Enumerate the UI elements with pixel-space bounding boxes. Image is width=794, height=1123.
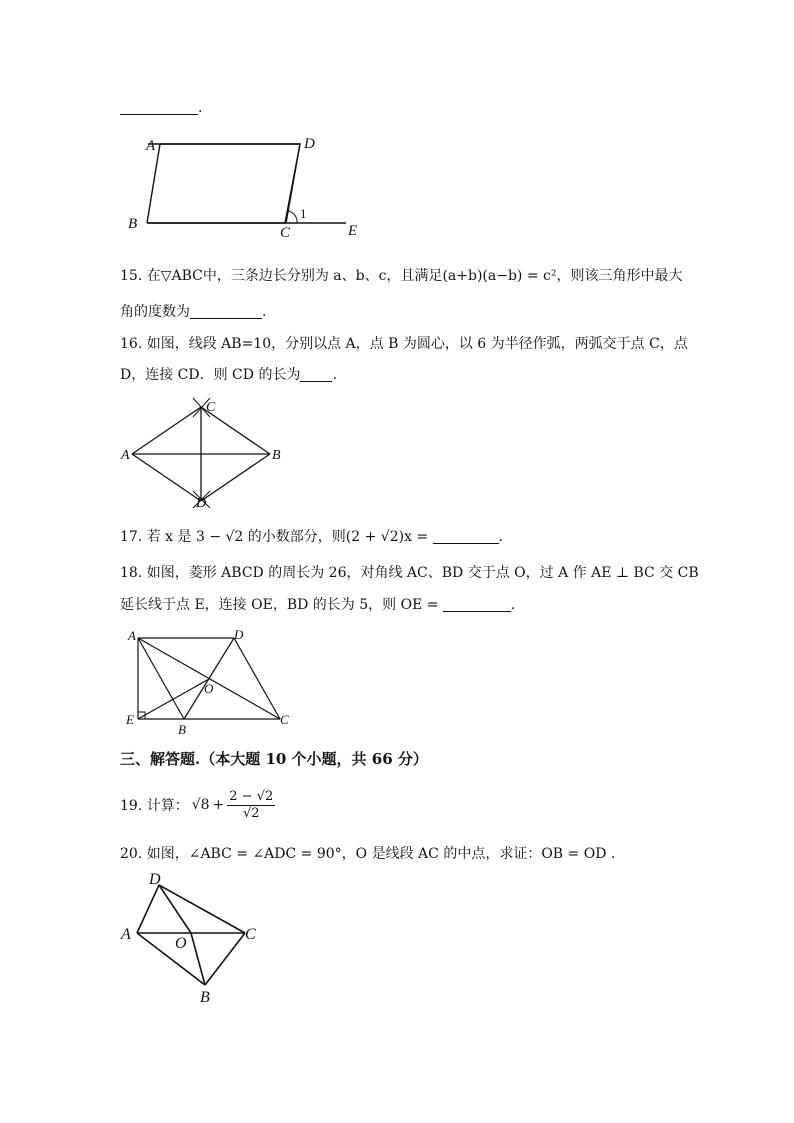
segment-OB xyxy=(191,933,205,985)
label-angle-1: 1 xyxy=(300,206,307,221)
q19-line: 19. 计算： √8 + $\frac{2 - √2}{√2}$ xyxy=(120,788,274,821)
label-C: C xyxy=(245,926,256,943)
answer-blank[interactable] xyxy=(433,529,499,544)
label-O: O xyxy=(204,681,214,696)
segment-AB xyxy=(137,933,205,985)
segment-AD xyxy=(137,885,159,933)
q14-answer-line: . xyxy=(120,100,202,116)
answer-blank[interactable] xyxy=(443,597,511,612)
q16-line1: 16. 如图，线段 AB=10，分别以点 A，点 B 为圆心，以 6 为半径作弧，两弧交于点 C，点 xyxy=(120,336,688,352)
parallelogram-outline xyxy=(148,144,300,223)
q15-line1: 15. 在▽ABC中，三条边长分别为 a、b、c，且满足(a+b)(a−b) = c²，则该三角形中最大 xyxy=(120,268,683,284)
segment-AC xyxy=(132,407,201,454)
q20-line: 20. 如图，∠ABC = ∠ADC = 90°，O 是线段 AC 的中点，求证：OB = OD . xyxy=(120,846,616,862)
fraction xyxy=(227,789,275,822)
label-B: B xyxy=(272,448,281,463)
label-D: D xyxy=(196,496,207,510)
angle-1-arc xyxy=(288,211,297,223)
label-E: E xyxy=(126,712,134,727)
label-D: D xyxy=(149,871,161,888)
section-3-heading: 三、解答题.（本大题 10 个小题，共 66 分） xyxy=(120,750,428,768)
label-C: C xyxy=(280,712,289,727)
segment-OD xyxy=(159,885,191,933)
segment-DB xyxy=(201,454,270,501)
label-C: C xyxy=(280,225,291,240)
segment-OE xyxy=(138,679,209,719)
figure-16-arcs xyxy=(118,395,293,510)
answer-blank[interactable] xyxy=(300,367,332,382)
label-B: B xyxy=(178,722,186,737)
segment-BC xyxy=(205,933,245,985)
q18-line2: 延长线于点 E，连接 OE，BD 的长为 5，则 OE = . xyxy=(120,597,516,613)
q17-line: 17. 若 x 是 3 − √2 的小数部分，则(2 + √2)x = . xyxy=(120,529,504,545)
answer-blank[interactable] xyxy=(190,304,262,319)
segment-DC xyxy=(234,638,280,719)
q16-line2: D，连接 CD．则 CD 的长为 . xyxy=(120,367,337,383)
label-D: D xyxy=(234,627,244,642)
diagonal-BD xyxy=(184,638,234,719)
label-A: A xyxy=(121,448,130,463)
answer-blank[interactable] xyxy=(120,100,198,115)
label-D: D xyxy=(304,136,315,152)
label-A: A xyxy=(128,628,136,643)
q15-line2: 角的度数为 . xyxy=(120,304,267,320)
label-C: C xyxy=(206,400,216,415)
q18-line1: 18. 如图，菱形 ABCD 的周长为 26，对角线 AC、BD 交于点 O，过 A 作 AE ⊥ BC 交 CB xyxy=(120,565,699,581)
segment-AB xyxy=(138,638,184,719)
figure-14-parallelogram xyxy=(120,128,370,240)
segment-DC xyxy=(159,885,245,933)
side-AB xyxy=(147,144,160,223)
label-O: O xyxy=(175,935,187,952)
label-B: B xyxy=(200,989,210,1006)
figure-18-rhombus xyxy=(118,626,298,738)
figure-20-quadrilateral xyxy=(115,868,270,1008)
segment-AD xyxy=(132,454,201,501)
label-A: A xyxy=(121,926,131,943)
label-B: B xyxy=(128,216,138,232)
fraction-numerator: 2 − √2 xyxy=(229,788,274,804)
fraction-denominator: √2 xyxy=(242,805,260,821)
label-E: E xyxy=(348,223,358,239)
term-sqrt8: √8 xyxy=(191,797,210,813)
label-A: A xyxy=(146,138,156,154)
